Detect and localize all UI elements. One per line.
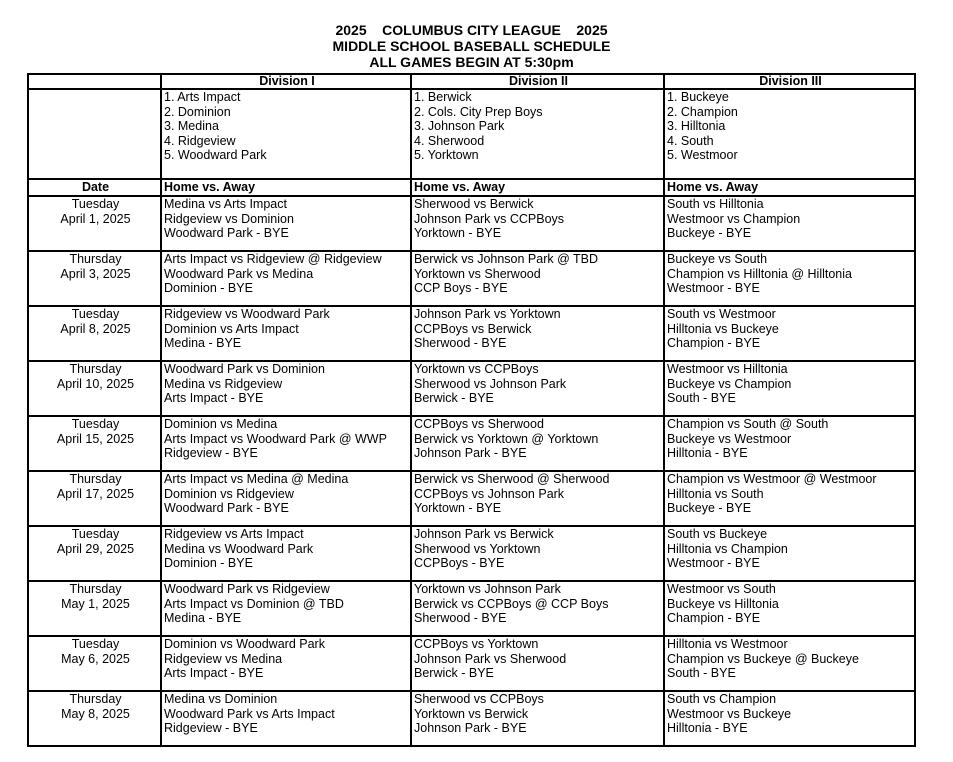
- matchup-line: Buckeye vs Champion: [667, 376, 792, 391]
- game-date-cell: [28, 636, 161, 691]
- game-date-cell: [28, 196, 161, 251]
- division-games-cell: [161, 636, 411, 691]
- game-date: April 8, 2025: [60, 322, 131, 336]
- blank-corner-cell: [28, 74, 161, 89]
- division-games-cell: [161, 361, 411, 416]
- date-column-header: Date: [28, 179, 161, 196]
- matchup-line: Medina vs Woodward Park: [164, 541, 314, 556]
- matchup-line: Westmoor vs South: [667, 582, 776, 596]
- matchup-line: Medina vs Dominion: [164, 692, 278, 706]
- matchup-line: Johnson Park vs Berwick: [414, 527, 554, 541]
- matchup-line: Johnson Park vs CCPBoys: [414, 211, 565, 226]
- game-date-cell: [28, 361, 161, 416]
- division-games-cell: [161, 526, 411, 581]
- matchup-line: Ridgeview - BYE: [164, 446, 258, 460]
- game-date: April 15, 2025: [56, 432, 135, 446]
- matchup-column-header: Home vs. Away: [664, 179, 915, 196]
- team-name: 3. Medina: [164, 119, 219, 133]
- division-team-list: [664, 89, 915, 179]
- game-date-cell: [28, 306, 161, 361]
- game-date-cell: [28, 691, 161, 746]
- matchup-line: CCP Boys - BYE: [414, 281, 508, 295]
- game-date: April 1, 2025: [60, 212, 131, 226]
- matchup-line: Johnson Park vs Sherwood: [414, 651, 567, 666]
- matchup-line: Berwick - BYE: [414, 391, 494, 405]
- division-games-cell: [161, 306, 411, 361]
- division-header-row: [28, 74, 915, 89]
- matchup-line: Medina vs Arts Impact: [164, 197, 287, 211]
- matchup-line: Woodward Park - BYE: [164, 501, 289, 515]
- game-date: April 10, 2025: [56, 377, 135, 391]
- division-team-list: [161, 89, 411, 179]
- matchup-line: South vs Champion: [667, 692, 777, 706]
- game-day: Tuesday: [71, 417, 120, 431]
- matchup-line: Hilltonia - BYE: [667, 721, 748, 735]
- division-games-cell: [411, 416, 664, 471]
- matchup-line: Buckeye vs Hilltonia: [667, 596, 779, 611]
- title-line-league: 2025 COLUMBUS CITY LEAGUE 2025: [335, 22, 608, 38]
- title-line-schedule: MIDDLE SCHOOL BASEBALL SCHEDULE: [332, 38, 611, 54]
- matchup-line: Hilltonia vs Westmoor: [667, 637, 788, 651]
- matchup-line: South vs Buckeye: [667, 527, 768, 541]
- matchup-line: Sherwood - BYE: [414, 611, 507, 625]
- matchup-column-header: Home vs. Away: [411, 179, 664, 196]
- matchup-line: Ridgeview vs Dominion: [164, 211, 294, 226]
- matchup-line: Westmoor vs Buckeye: [667, 706, 792, 721]
- matchup-line: Dominion vs Ridgeview: [164, 486, 294, 501]
- matchup-line: Sherwood vs Johnson Park: [414, 376, 567, 391]
- team-name: 4. Sherwood: [414, 133, 485, 148]
- matchup-line: Sherwood vs Yorktown: [414, 541, 541, 556]
- matchup-line: Buckeye vs South: [667, 252, 768, 266]
- matchup-line: Berwick vs Yorktown @ Yorktown: [414, 431, 599, 446]
- game-day: Thursday: [69, 472, 122, 486]
- blank-cell: [28, 89, 161, 179]
- division-games-cell: [411, 361, 664, 416]
- matchup-line: Yorktown vs Sherwood: [414, 266, 541, 281]
- division-games-cell: [411, 526, 664, 581]
- game-date-cell: [28, 471, 161, 526]
- division-games-cell: [161, 196, 411, 251]
- division-games-cell: [664, 471, 915, 526]
- matchup-line: Sherwood vs CCPBoys: [414, 692, 544, 706]
- matchup-line: CCPBoys vs Sherwood: [414, 417, 544, 431]
- game-date-cell: [28, 581, 161, 636]
- title-line-start-time: ALL GAMES BEGIN AT 5:30pm: [369, 54, 574, 70]
- matchup-line: Berwick vs Sherwood @ Sherwood: [414, 472, 610, 486]
- game-day: Thursday: [69, 252, 122, 266]
- game-week-row: [28, 416, 915, 471]
- matchup-line: Hilltonia - BYE: [667, 446, 748, 460]
- division-games-cell: [411, 306, 664, 361]
- game-day: Tuesday: [71, 307, 120, 321]
- matchup-line: Champion - BYE: [667, 611, 761, 625]
- game-date-cell: [28, 526, 161, 581]
- division-team-list: [411, 89, 664, 179]
- matchup-line: South - BYE: [667, 391, 736, 405]
- division-games-cell: [664, 691, 915, 746]
- matchup-line: South vs Hilltonia: [667, 197, 764, 211]
- matchup-line: Yorktown vs Johnson Park: [414, 582, 561, 596]
- matchup-line: Dominion vs Arts Impact: [164, 321, 299, 336]
- matchup-line: Hilltonia vs Buckeye: [667, 321, 779, 336]
- matchup-line: Yorktown vs Berwick: [414, 706, 529, 721]
- matchup-line: Buckeye vs Westmoor: [667, 431, 792, 446]
- matchup-line: Dominion - BYE: [164, 556, 253, 570]
- matchup-line: Dominion vs Medina: [164, 417, 278, 431]
- game-week-row: [28, 471, 915, 526]
- matchup-line: Arts Impact vs Dominion @ TBD: [164, 596, 344, 611]
- game-date: May 6, 2025: [61, 652, 130, 666]
- team-name: 2. Cols. City Prep Boys: [414, 104, 543, 119]
- game-date-cell: [28, 251, 161, 306]
- matchup-line: CCPBoys vs Yorktown: [414, 637, 539, 651]
- game-day: Tuesday: [71, 637, 120, 651]
- division-games-cell: [664, 636, 915, 691]
- division-games-cell: [161, 416, 411, 471]
- matchup-line: Ridgeview vs Medina: [164, 651, 283, 666]
- team-name: 1. Arts Impact: [164, 90, 241, 104]
- team-name: 3. Johnson Park: [414, 119, 505, 133]
- matchup-line: Yorktown vs CCPBoys: [414, 362, 539, 376]
- game-day: Tuesday: [71, 527, 120, 541]
- team-name: 1. Berwick: [414, 90, 472, 104]
- division-games-cell: [664, 581, 915, 636]
- game-week-row: [28, 636, 915, 691]
- matchup-line: Champion vs Hilltonia @ Hilltonia: [667, 266, 852, 281]
- division-games-cell: [411, 581, 664, 636]
- matchup-line: Woodward Park vs Medina: [164, 266, 314, 281]
- game-week-row: [28, 306, 915, 361]
- division-games-cell: [664, 416, 915, 471]
- division-games-cell: [161, 691, 411, 746]
- team-name: 1. Buckeye: [667, 90, 729, 104]
- matchup-line: Johnson Park - BYE: [414, 446, 527, 460]
- game-week-row: [28, 526, 915, 581]
- matchup-line: Westmoor - BYE: [667, 281, 760, 295]
- matchup-line: CCPBoys vs Johnson Park: [414, 486, 565, 501]
- game-date: April 3, 2025: [60, 267, 131, 281]
- team-name: 2. Champion: [667, 104, 738, 119]
- division-header: Division II: [411, 74, 664, 89]
- matchup-column-header: Home vs. Away: [161, 179, 411, 196]
- game-week-row: [28, 691, 915, 746]
- division-games-cell: [161, 581, 411, 636]
- schedule-table: [27, 73, 916, 747]
- matchup-line: Medina - BYE: [164, 336, 242, 350]
- game-date: April 17, 2025: [56, 487, 135, 501]
- game-day: Thursday: [69, 582, 122, 596]
- matchup-line: Westmoor vs Champion: [667, 211, 801, 226]
- game-day: Thursday: [69, 692, 122, 706]
- game-date: April 29, 2025: [56, 542, 135, 556]
- matchup-line: Berwick vs Johnson Park @ TBD: [414, 252, 599, 266]
- matchup-line: Yorktown - BYE: [414, 226, 502, 240]
- game-day: Thursday: [69, 362, 122, 376]
- matchup-line: Hilltonia vs South: [667, 486, 764, 501]
- team-name: 5. Yorktown: [414, 148, 479, 162]
- matchup-line: Champion vs South @ South: [667, 417, 829, 431]
- matchup-line: Dominion vs Woodward Park: [164, 637, 325, 651]
- game-week-row: [28, 196, 915, 251]
- matchup-line: Johnson Park vs Yorktown: [414, 307, 561, 321]
- matchup-line: Ridgeview vs Woodward Park: [164, 307, 330, 321]
- game-week-row: [28, 581, 915, 636]
- matchup-line: Johnson Park - BYE: [414, 721, 527, 735]
- division-games-cell: [411, 471, 664, 526]
- matchup-line: Sherwood - BYE: [414, 336, 507, 350]
- team-name: 5. Woodward Park: [164, 148, 267, 162]
- matchup-line: Ridgeview vs Arts Impact: [164, 527, 304, 541]
- division-teams-row: [28, 89, 915, 179]
- matchup-line: Woodward Park vs Arts Impact: [164, 706, 335, 721]
- document-title: [0, 22, 943, 70]
- matchup-line: Ridgeview - BYE: [164, 721, 258, 735]
- matchup-line: Medina vs Ridgeview: [164, 376, 283, 391]
- matchup-line: Champion vs Buckeye @ Buckeye: [667, 651, 859, 666]
- matchup-line: Arts Impact - BYE: [164, 666, 264, 680]
- matchup-line: Champion - BYE: [667, 336, 761, 350]
- division-games-cell: [411, 636, 664, 691]
- team-name: 4. South: [667, 133, 714, 148]
- division-header: Division III: [664, 74, 915, 89]
- team-name: 5. Westmoor: [667, 148, 738, 162]
- team-name: 2. Dominion: [164, 104, 231, 119]
- matchup-line: Buckeye - BYE: [667, 501, 752, 515]
- matchup-line: Dominion - BYE: [164, 281, 253, 295]
- matchup-line: Arts Impact - BYE: [164, 391, 264, 405]
- game-date: May 8, 2025: [61, 707, 130, 721]
- matchup-line: South vs Westmoor: [667, 307, 776, 321]
- matchup-line: Arts Impact vs Medina @ Medina: [164, 472, 349, 486]
- matchup-line: Yorktown - BYE: [414, 501, 502, 515]
- division-games-cell: [161, 471, 411, 526]
- division-games-cell: [411, 251, 664, 306]
- division-games-cell: [664, 361, 915, 416]
- matchup-line: Buckeye - BYE: [667, 226, 752, 240]
- matchup-line: Hilltonia vs Champion: [667, 541, 788, 556]
- division-games-cell: [664, 306, 915, 361]
- matchup-line: CCPBoys - BYE: [414, 556, 505, 570]
- matchup-line: CCPBoys vs Berwick: [414, 321, 532, 336]
- game-week-row: [28, 251, 915, 306]
- matchup-line: Berwick vs CCPBoys @ CCP Boys: [414, 596, 609, 611]
- division-games-cell: [664, 526, 915, 581]
- division-games-cell: [411, 691, 664, 746]
- division-games-cell: [664, 196, 915, 251]
- matchup-line: Arts Impact vs Ridgeview @ Ridgeview: [164, 252, 382, 266]
- matchup-line: Sherwood vs Berwick: [414, 197, 534, 211]
- division-header: Division I: [161, 74, 411, 89]
- game-week-row: [28, 361, 915, 416]
- game-date: May 1, 2025: [61, 597, 130, 611]
- division-games-cell: [664, 251, 915, 306]
- matchup-line: Medina - BYE: [164, 611, 242, 625]
- game-date-cell: [28, 416, 161, 471]
- matchup-line: Woodward Park vs Ridgeview: [164, 582, 330, 596]
- division-games-cell: [411, 196, 664, 251]
- matchup-line: Arts Impact vs Woodward Park @ WWP: [164, 431, 387, 446]
- matchup-line: Woodward Park - BYE: [164, 226, 289, 240]
- team-name: 3. Hilltonia: [667, 119, 726, 133]
- game-day: Tuesday: [71, 197, 120, 211]
- matchup-line: Champion vs Westmoor @ Westmoor: [667, 472, 877, 486]
- matchup-line: Westmoor vs Hilltonia: [667, 362, 788, 376]
- matchup-line: Westmoor - BYE: [667, 556, 760, 570]
- column-header-row: [28, 179, 915, 196]
- matchup-line: Berwick - BYE: [414, 666, 494, 680]
- matchup-line: South - BYE: [667, 666, 736, 680]
- matchup-line: Woodward Park vs Dominion: [164, 362, 325, 376]
- team-name: 4. Ridgeview: [164, 133, 236, 148]
- division-games-cell: [161, 251, 411, 306]
